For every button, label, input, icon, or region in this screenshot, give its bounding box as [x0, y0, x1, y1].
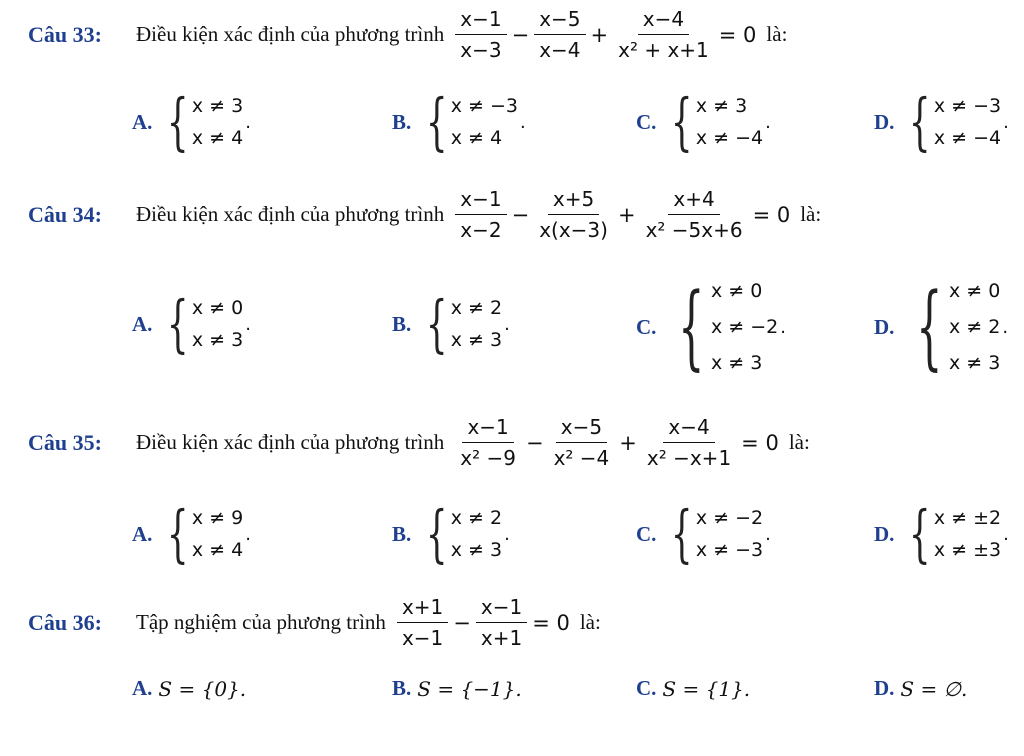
condition: x ≠ −3 [450, 95, 518, 117]
operator: − [511, 202, 530, 227]
condition: x ≠ 3 [191, 329, 244, 351]
option-label: A. [132, 521, 153, 546]
numerator: x−1 [455, 6, 506, 35]
condition: x ≠ 3 [450, 539, 503, 561]
option-b[interactable]: B. { x ≠ 2 x ≠ 3 . [392, 287, 510, 360]
equation-rhs: = 0 [752, 202, 791, 227]
condition: x ≠ 9 [191, 507, 244, 529]
option-c[interactable]: C. { x ≠ −2 x ≠ −3 . [636, 497, 771, 570]
fraction-1 [455, 6, 506, 63]
operator: + [617, 202, 636, 227]
option-a[interactable]: A. { x ≠ 3 x ≠ 4 . [132, 85, 251, 158]
question-stem [28, 594, 601, 651]
brace-icon: { [167, 287, 189, 360]
question-number: Câu 36: [28, 609, 102, 635]
option-value: S = ∅. [900, 676, 968, 701]
condition: x ≠ 3 [710, 352, 763, 374]
option-label: D. [874, 521, 895, 546]
condition: x ≠ 0 [191, 297, 244, 319]
denominator: x² −5x+6 [645, 218, 743, 242]
denominator: x(x−3) [539, 218, 608, 242]
question-tail: là: [766, 22, 788, 46]
option-a[interactable]: A. { x ≠ 0 x ≠ 3 . [132, 287, 251, 360]
option-value: S = {1}. [662, 676, 751, 701]
operator: − [511, 22, 530, 47]
condition: x ≠ ±2 [933, 507, 1002, 529]
condition: x ≠ 4 [450, 127, 503, 149]
condition: x ≠ −4 [695, 127, 764, 149]
option-label: C. [636, 314, 657, 339]
option-label: C. [636, 521, 657, 546]
numerator: x−5 [556, 414, 607, 443]
question-number: Câu 35: [28, 429, 102, 455]
brace-icon: { [909, 497, 931, 570]
question-text: Điều kiện xác định của phương trình [136, 430, 445, 454]
option-label: C. [636, 676, 657, 700]
option-label: A. [132, 311, 153, 336]
numerator: x−1 [476, 594, 527, 623]
option-label: D. [874, 676, 895, 700]
question-stem [28, 186, 821, 243]
option-d[interactable]: D. { x ≠ −3 x ≠ −4 . [874, 85, 1009, 158]
condition: x ≠ 0 [710, 280, 763, 302]
option-d[interactable]: D. { x ≠ ±2 x ≠ ±3 . [874, 497, 1009, 570]
brace-icon: { [678, 273, 705, 380]
brace-icon: { [167, 85, 189, 158]
condition: x ≠ 2 [948, 316, 1001, 338]
condition: x ≠ 0 [948, 280, 1001, 302]
brace-icon: { [426, 287, 448, 360]
question-number: Câu 34: [28, 201, 102, 227]
condition: x ≠ ±3 [933, 539, 1002, 561]
option-a[interactable] [132, 676, 246, 701]
equation [394, 594, 572, 651]
numerator: x−1 [455, 186, 506, 215]
numerator: x−1 [462, 414, 513, 443]
condition: x ≠ 3 [695, 95, 748, 117]
condition: x ≠ 3 [948, 352, 1001, 374]
denominator: x² −4 [553, 446, 610, 470]
option-label: C. [636, 109, 657, 134]
question-tail: là: [800, 202, 822, 226]
equation-rhs: = 0 [741, 430, 779, 455]
option-d[interactable]: D. { x ≠ 0 x ≠ 2 x ≠ 3 . [874, 273, 1009, 380]
equation [452, 6, 758, 63]
brace-icon: { [426, 497, 448, 570]
denominator: x² −x+1 [646, 446, 732, 470]
question-number: Câu 33: [28, 21, 102, 47]
denominator: x+1 [480, 626, 523, 650]
numerator: x−4 [638, 6, 689, 35]
option-label: B. [392, 521, 412, 546]
fraction-2 [534, 186, 613, 243]
equation [452, 186, 792, 243]
equation [452, 414, 781, 471]
fraction-1 [455, 414, 521, 471]
option-value: S = {−1}. [417, 676, 522, 701]
operator: − [453, 610, 471, 635]
numerator: x+4 [668, 186, 719, 215]
brace-icon: { [426, 85, 448, 158]
option-label: A. [132, 676, 153, 700]
option-label: D. [874, 109, 895, 134]
denominator: x² + x+1 [618, 38, 709, 62]
option-c[interactable]: C. { x ≠ 0 x ≠ −2 x ≠ 3 . [636, 273, 786, 380]
option-d[interactable] [874, 676, 967, 701]
fraction-2 [534, 6, 585, 63]
option-b[interactable] [392, 676, 522, 701]
condition: x ≠ −4 [933, 127, 1002, 149]
option-label: B. [392, 109, 412, 134]
brace-icon: { [671, 85, 693, 158]
question-tail: là: [579, 610, 601, 634]
operator: + [590, 22, 609, 47]
fraction-2 [549, 414, 615, 471]
condition: x ≠ 4 [191, 539, 244, 561]
option-a[interactable]: A. { x ≠ 9 x ≠ 4 . [132, 497, 251, 570]
question-stem [28, 414, 810, 471]
brace-icon: { [167, 497, 189, 570]
condition: x ≠ 2 [450, 507, 503, 529]
condition: x ≠ −3 [933, 95, 1002, 117]
denominator: x−3 [460, 38, 502, 62]
equation-rhs: = 0 [532, 610, 570, 635]
brace-icon: { [916, 273, 943, 380]
question-tail: là: [788, 430, 810, 454]
brace-icon: { [909, 85, 931, 158]
question-text: Điều kiện xác định của phương trình [136, 202, 445, 226]
condition: x ≠ 3 [191, 95, 244, 117]
condition: x ≠ −2 [695, 507, 764, 529]
option-label: B. [392, 676, 412, 700]
question-text: Tập nghiệm của phương trình [136, 610, 386, 634]
operator: + [619, 430, 637, 455]
fraction-1 [397, 594, 448, 651]
fraction-3 [641, 186, 748, 243]
option-c[interactable]: C. { x ≠ 3 x ≠ −4 . [636, 85, 771, 158]
condition: x ≠ −3 [695, 539, 764, 561]
equation-rhs: = 0 [718, 22, 757, 47]
numerator: x+1 [397, 594, 448, 623]
numerator: x−4 [663, 414, 714, 443]
fraction-3 [613, 6, 714, 63]
fraction-2 [476, 594, 527, 651]
question-stem [28, 6, 787, 63]
condition: x ≠ 4 [191, 127, 244, 149]
option-value: S = {0}. [158, 676, 247, 701]
option-label: B. [392, 311, 412, 336]
condition: x ≠ −2 [710, 316, 779, 338]
fraction-1 [455, 186, 506, 243]
condition: x ≠ 3 [450, 329, 503, 351]
numerator: x−5 [534, 6, 585, 35]
condition: x ≠ 2 [450, 297, 503, 319]
option-b[interactable]: B. { x ≠ 2 x ≠ 3 . [392, 497, 510, 570]
denominator: x−1 [401, 626, 444, 650]
denominator: x−2 [460, 218, 502, 242]
option-b[interactable]: B. { x ≠ −3 x ≠ 4 . [392, 85, 526, 158]
fraction-3 [642, 414, 736, 471]
operator: − [525, 430, 544, 455]
denominator: x−4 [539, 38, 581, 62]
numerator: x+5 [548, 186, 599, 215]
option-c[interactable] [636, 676, 750, 701]
question-text: Điều kiện xác định của phương trình [136, 22, 445, 46]
denominator: x² −9 [460, 446, 516, 470]
brace-icon: { [671, 497, 693, 570]
option-label: D. [874, 314, 895, 339]
option-label: A. [132, 109, 153, 134]
